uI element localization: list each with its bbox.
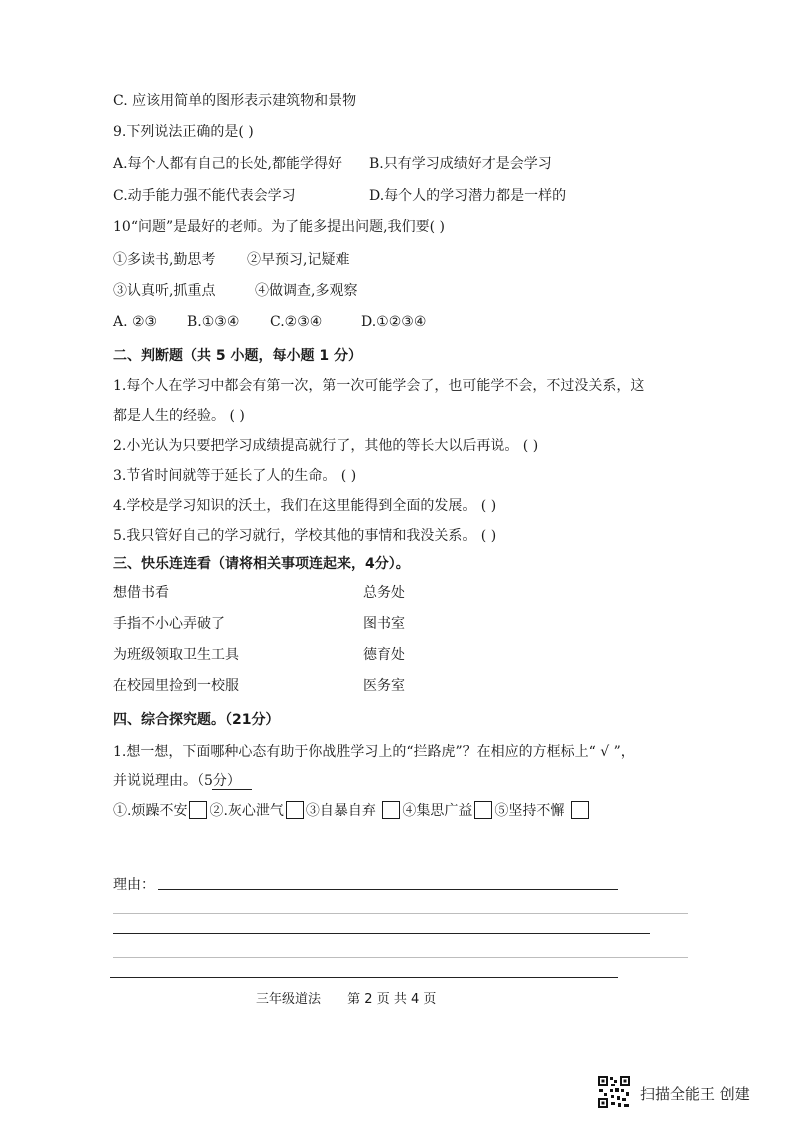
reason-answer-line-faint-2 [113, 957, 688, 958]
q10-item-3: ③认真听,抓重点 [113, 283, 216, 299]
q10-choice-c: C.②③④ [270, 314, 323, 330]
score-underline [212, 789, 252, 790]
q8-option-c: C. 应该用简单的图形表示建筑物和景物 [113, 93, 357, 109]
reason-answer-line-3[interactable] [110, 977, 618, 978]
q10-choice-a: A. ②③ [113, 314, 158, 330]
qr-code-icon [597, 1075, 631, 1109]
s4-q1-line2: 并说说理由。（5分） [113, 773, 241, 789]
section3-title: 三、快乐连连看（请将相关事项连起来，4分）。 [113, 556, 410, 572]
judge-item-1: 1.每个人在学习中都会有第一次，第一次可能学会了，也可能学不会，不过没关系，这 [113, 378, 645, 394]
attitude-options [113, 801, 591, 820]
q9-option-d: D.每个人的学习潜力都是一样的 [369, 188, 567, 204]
attitude-option-4: ④集思广益 [402, 803, 473, 819]
q9-option-c: C.动手能力强不能代表会学习 [113, 188, 296, 204]
q10-item-2: ②早预习,记疑难 [247, 252, 350, 268]
checkbox-attitude-2[interactable] [286, 801, 304, 819]
section2-title: 二、判断题（共 5 小题，每小题 1 分） [113, 348, 362, 364]
judge-item-2: 2.小光认为只要把学习成绩提高就行了，其他的等长大以后再说。 ( ) [113, 438, 539, 454]
match-right-4: 医务室 [363, 678, 405, 694]
q9-option-b: B.只有学习成绩好才是会学习 [369, 156, 552, 172]
reason-label: 理由： [113, 877, 155, 893]
s4-q1-line1: 1.想一想，下面哪种心态有助于你战胜学习上的“拦路虎”？在相应的方框标上“ √ ”， [113, 744, 635, 760]
page-footer [256, 988, 458, 1007]
match-left-1: 想借书看 [113, 585, 169, 601]
q10-choice-b: B.①③④ [187, 314, 240, 330]
judge-item-3: 3.节省时间就等于延长了人的生命。 ( ) [113, 468, 357, 484]
match-left-4: 在校园里捡到一校服 [113, 678, 239, 694]
judge-item-1-cont: 都是人生的经验。 ( ) [113, 408, 245, 424]
footer-subject: 三年级道法 [256, 992, 322, 1007]
checkbox-attitude-5[interactable] [571, 801, 589, 819]
match-right-2: 图书室 [363, 616, 405, 632]
footer-page-number: 第 2 页 共 4 页 [347, 992, 437, 1007]
scanner-brand: 扫描全能王 创建 [640, 1085, 750, 1103]
checkbox-attitude-3[interactable] [382, 801, 400, 819]
q10-item-1: ①多读书,勤思考 [113, 252, 216, 268]
q10-item-4: ④做调查,多观察 [255, 283, 358, 299]
checkbox-attitude-4[interactable] [474, 801, 492, 819]
match-left-2: 手指不小心弄破了 [113, 616, 225, 632]
attitude-option-3: ③自暴自弃 [305, 803, 376, 819]
judge-item-4: 4.学校是学习知识的沃土，我们在这里能得到全面的发展。 ( ) [113, 498, 497, 514]
reason-answer-line-2[interactable] [113, 933, 650, 934]
attitude-option-2: ②.灰心泄气 [209, 803, 284, 819]
attitude-option-5: ⑤坚持不懈 [494, 803, 565, 819]
judge-item-5: 5.我只管好自己的学习就行，学校其他的事情和我没关系。 ( ) [113, 528, 497, 544]
match-left-3: 为班级领取卫生工具 [113, 647, 239, 663]
checkbox-attitude-1[interactable] [189, 801, 207, 819]
attitude-option-1: ①.烦躁不安 [113, 803, 188, 819]
q9-stem: 9.下列说法正确的是( ) [113, 124, 254, 140]
q10-stem: 10“问题”是最好的老师。为了能多提出问题,我们要( ) [113, 219, 445, 235]
match-right-3: 德育处 [363, 647, 405, 663]
q9-option-a: A.每个人都有自己的长处,都能学得好 [113, 156, 343, 172]
match-right-1: 总务处 [363, 585, 405, 601]
reason-answer-line-faint-1 [113, 913, 688, 914]
reason-answer-line-1[interactable] [158, 889, 618, 890]
q10-choice-d: D.①②③④ [361, 314, 427, 330]
section4-title: 四、综合探究题。（21分） [113, 712, 280, 728]
